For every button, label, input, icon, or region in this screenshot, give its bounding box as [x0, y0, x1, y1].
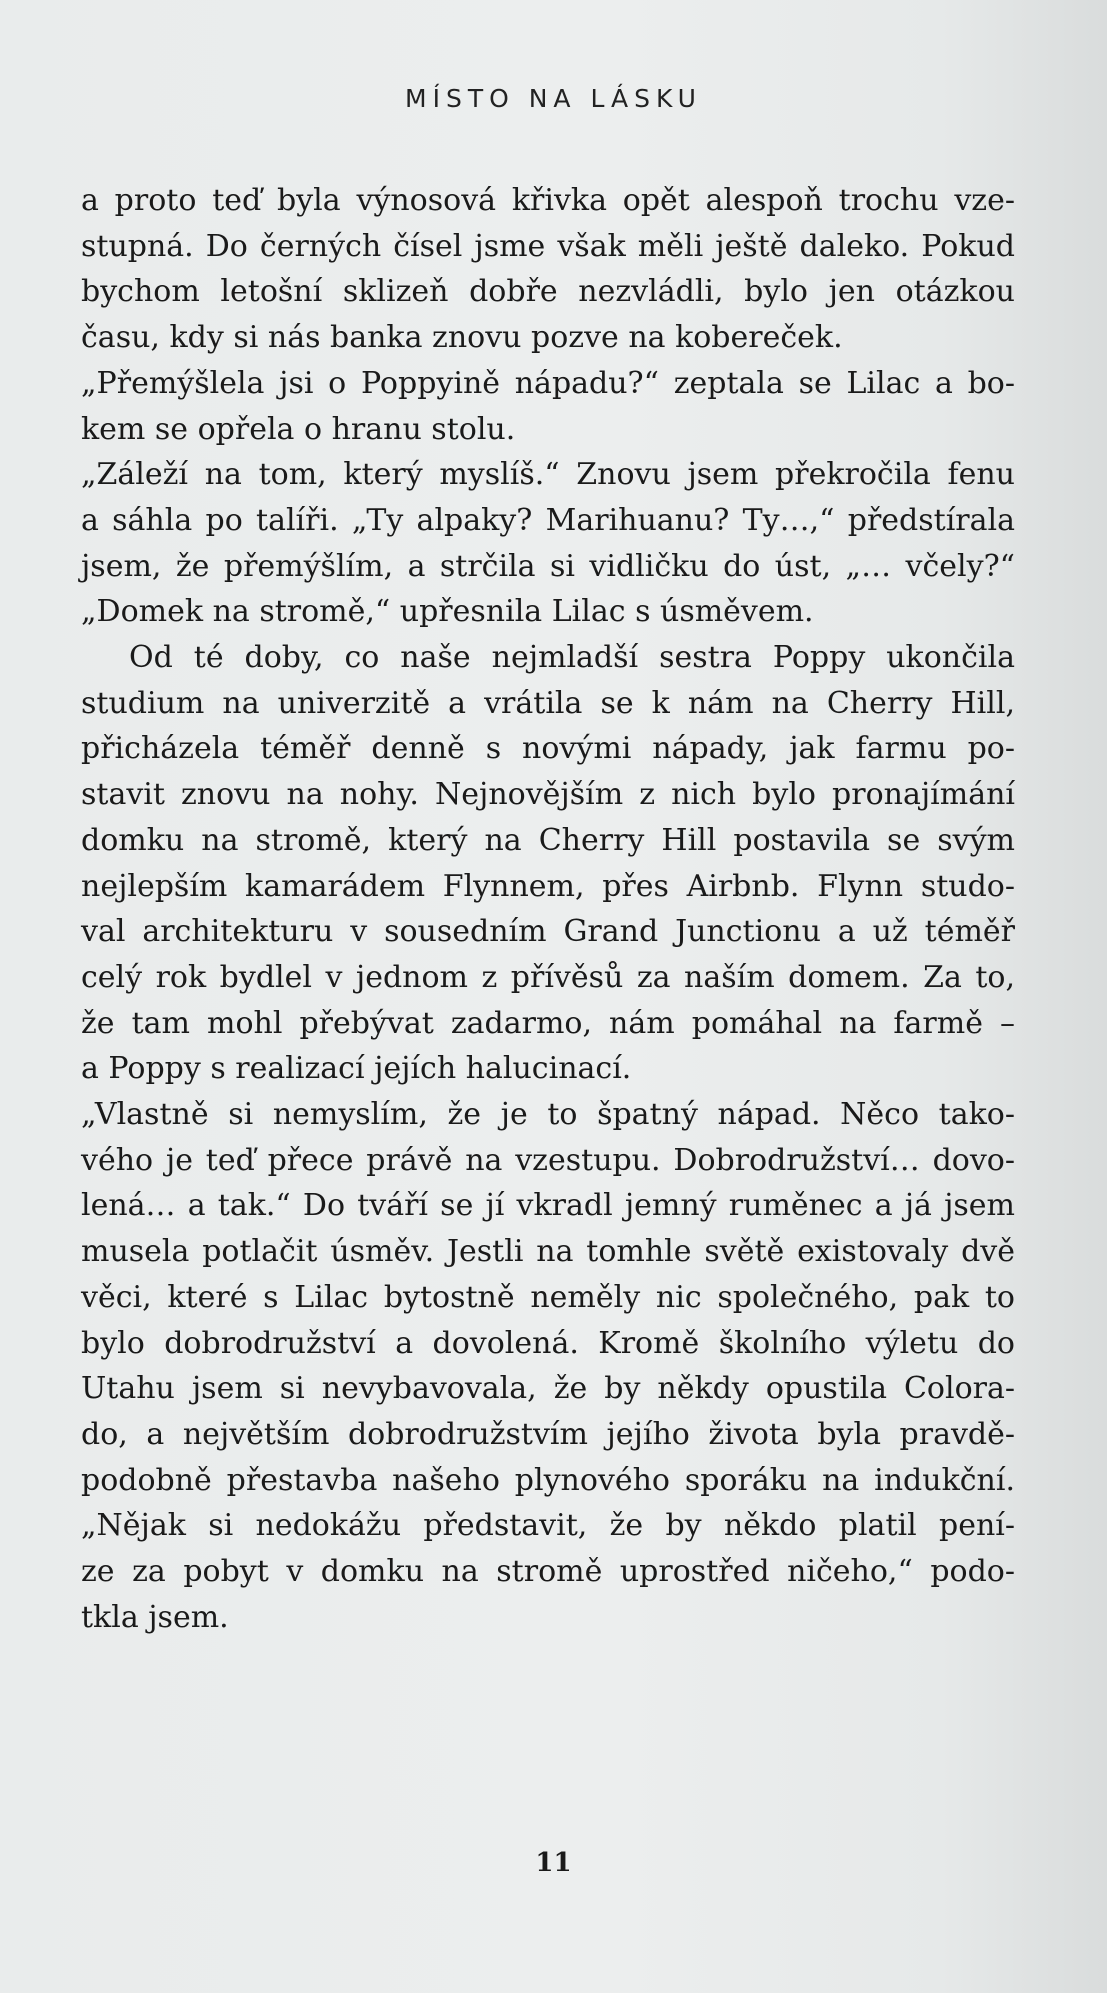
text-line: vého je teď přece právě na vzestupu. Dobrodružství… dovo- [81, 1142, 1015, 1178]
text-line: přicházela téměř denně s novými nápady, jak farmu po- [81, 731, 1015, 767]
text-line: do, a největším dobrodružstvím jejího života byla pravdě- [81, 1416, 1015, 1452]
text-line: věci, které s Lilac bytostně neměly nic společného, pak to [81, 1279, 1015, 1315]
text-line: „Domek na stromě,“ upřesnila Lilac s úsměvem. [81, 594, 814, 630]
text-line: času, kdy si nás banka znovu pozve na kobereček. [81, 320, 843, 356]
text-line: bychom letošní sklizeň dobře nezvládli, bylo jen otázkou [81, 274, 1015, 310]
text-line: celý rok bydlel v jednom z přívěsů za naším domem. Za to, [81, 959, 1015, 995]
text-line: jsem, že přemýšlím, a strčila si vidličku do úst, „… včely?“ [81, 548, 1015, 584]
text-line: stavit znovu na nohy. Nejnovějším z nich bylo pronajímání [81, 777, 1015, 813]
text-line: domku na stromě, který na Cherry Hill postavila se svým [81, 822, 1015, 858]
text-line: a proto teď byla výnosová křivka opět alespoň trochu vze- [81, 183, 1015, 218]
text-line: bylo dobrodružství a dovolená. Kromě školního výletu do [81, 1325, 1015, 1361]
text-line: „Záleží na tom, který myslíš.“ Znovu jsem překročila fenu [81, 457, 1015, 493]
body-text [81, 178, 1015, 1641]
text-line: podobně přestavba našeho plynového sporáku na indukční. [81, 1462, 1015, 1498]
page-number: 11 [535, 1848, 572, 1878]
text-line: kem se opřela o hranu stolu. [81, 411, 516, 447]
text-line: a sáhla po talíři. „Ty alpaky? Marihuanu? Ty…,“ předstírala [81, 502, 1015, 538]
running-header: MÍSTO NA LÁSKU [405, 84, 702, 113]
text-line: studium na univerzitě a vrátila se k nám na Cherry Hill, [81, 685, 1015, 721]
text-line: stupná. Do černých čísel jsme však měli ještě daleko. Pokud [81, 228, 1015, 264]
text-line: „Přemýšlela jsi o Poppyině nápadu?“ zeptala se Lilac a bo- [81, 365, 1015, 401]
text-line: lená… a tak.“ Do tváří se jí vkradl jemný ruměnec a já jsem [81, 1188, 1015, 1224]
text-line: val architekturu v sousedním Grand Junctionu a už téměř [81, 914, 1015, 950]
text-line: Utahu jsem si nevybavovala, že by někdy opustila Colora- [81, 1371, 1015, 1407]
text-line: a Poppy s realizací jejích halucinací. [81, 1051, 632, 1087]
text-line: tkla jsem. [81, 1599, 229, 1635]
text-line: „Vlastně si nemyslím, že je to špatný nápad. Něco tako- [81, 1097, 1015, 1133]
text-line: že tam mohl přebývat zadarmo, nám pomáhal na farmě – [81, 1005, 1015, 1041]
text-line: „Nějak si nedokážu představit, že by někdo platil pení- [81, 1508, 1015, 1544]
text-line: Od té doby, co naše nejmladší sestra Poppy ukončila [129, 640, 1015, 676]
text-line: musela potlačit úsměv. Jestli na tomhle světě existovaly dvě [81, 1234, 1015, 1270]
text-line: ze za pobyt v domku na stromě uprostřed ničeho,“ podo- [81, 1554, 1015, 1590]
text-line: nejlepším kamarádem Flynnem, přes Airbnb. Flynn studo- [81, 868, 1015, 904]
